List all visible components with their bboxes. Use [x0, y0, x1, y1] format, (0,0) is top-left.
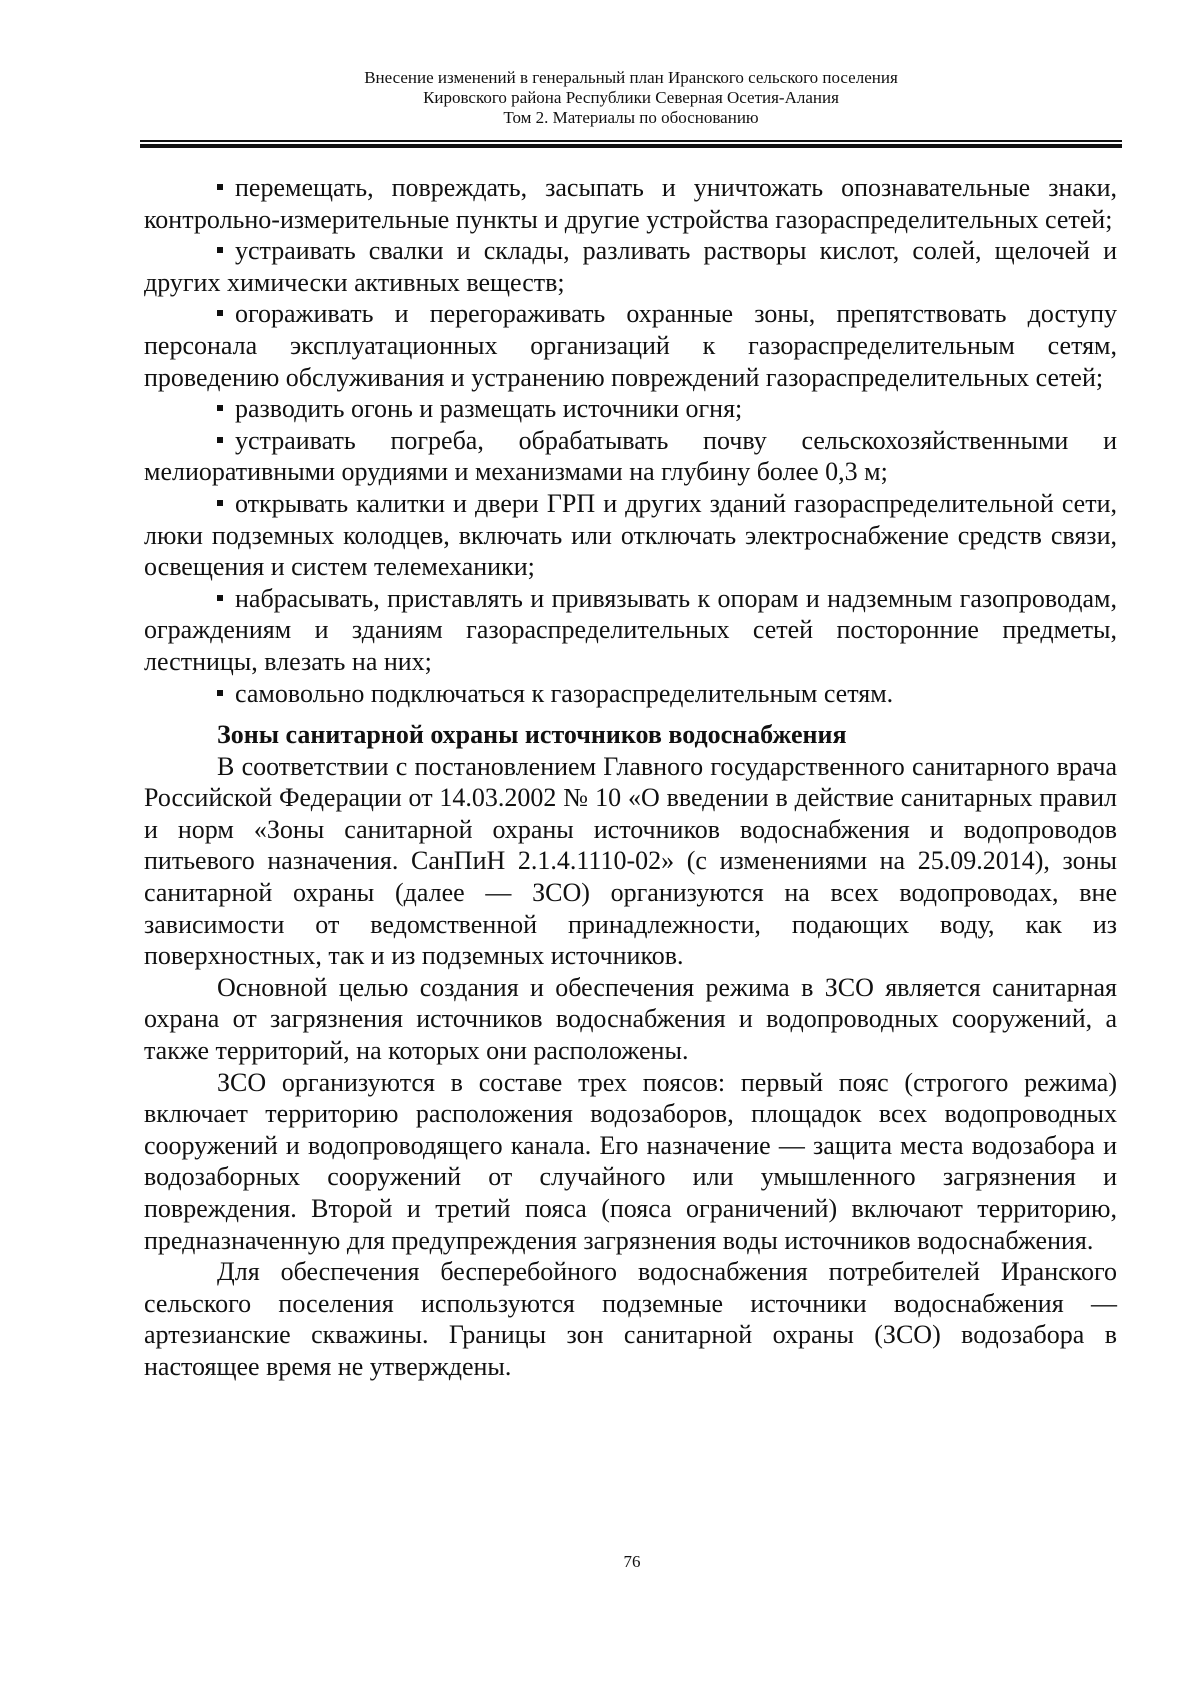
- page-number: 76: [623, 1552, 641, 1571]
- section-heading: Зоны санитарной охраны источников водоснабжения: [217, 720, 847, 750]
- bullet-text: устраивать погреба, обрабатывать почву сельскохозяйственными и мелиоративными орудиями и механизмами на глубину более 0,3 м;: [144, 425, 1117, 487]
- bullet-square-icon: [217, 500, 223, 506]
- bullet-text: открывать калитки и двери ГРП и других зданий газораспределительной сети, люки подземных колодцев, включать или отключать электроснабжение средств связи, освещения и систем телемеханики;: [144, 488, 1117, 582]
- bullet-item: [144, 678, 1117, 710]
- bullet-item: [144, 298, 1117, 393]
- header-title-line-3: Том 2. Материалы по обоснованию: [503, 108, 759, 127]
- bullet-item: [144, 583, 1117, 678]
- bullet-square-icon: [217, 690, 223, 696]
- bullet-item: [144, 425, 1117, 488]
- body-paragraph: ЗСО организуются в составе трех поясов: первый пояс (строгого режима) включает территорию расположения водозаборов, площадок всех водопроводных сооружений и водопроводящего канала. Его назначение — защита места водозабора и водозаборных сооружений от случайного или умышленного загрязнения и повреждения. Второй и третий пояса (пояса ограничений) включают территорию, предназначенную для предупреждения загрязнения воды источников водоснабжения.: [144, 1067, 1117, 1255]
- bullet-text: устраивать свалки и склады, разливать растворы кислот, солей, щелочей и других химически активных веществ;: [144, 236, 1117, 297]
- body-paragraph: В соответствии с постановлением Главного государственного санитарного врача Российской Федерации от 14.03.2002 № 10 «О введении в действие санитарных правил и норм «Зоны санитарной охраны источников водоснабжения и водопроводов питьевого назначения. СанПиН 2.1.4.1110-02» (с изменениями на 25.09.2014), зоны санитарной охраны (далее — ЗСО) организуются на всех водопроводах, вне зависимости от ведомственной принадлежности, подающих воду, как из поверхностных, так и из подземных источников.: [144, 751, 1117, 971]
- body-paragraph: Основной целью создания и обеспечения режима в ЗСО является санитарная охрана от загрязнения источников водоснабжения и водопроводных сооружений, а также территорий, на которых они расположены.: [144, 972, 1117, 1066]
- bullet-text: набрасывать, приставлять и привязывать к опорам и надземным газопроводам, ограждениям и зданиям газораспределительных сетей посторонние предметы, лестницы, влезать на них;: [144, 583, 1117, 676]
- header-rule-thin: [140, 140, 1122, 142]
- bullet-item: [144, 393, 1117, 425]
- header-title-line-1: Внесение изменений в генеральный план Иранского сельского поселения: [364, 68, 898, 87]
- header-rule-thick: [140, 144, 1122, 148]
- document-body: [144, 172, 1117, 1383]
- bullet-text: самовольно подключаться к газораспределительным сетям.: [235, 678, 894, 708]
- bullet-square-icon: [217, 437, 223, 443]
- bullet-square-icon: [217, 310, 223, 316]
- bullet-text: перемещать, повреждать, засыпать и уничтожать опознавательные знаки, контрольно-измерительные пункты и другие устройства газораспределительных сетей;: [144, 173, 1117, 234]
- header-title-line-2: Кировского района Республики Северная Осетия-Алания: [423, 88, 839, 107]
- bullet-square-icon: [217, 184, 223, 190]
- bullet-square-icon: [217, 595, 223, 601]
- document-header: [140, 68, 1122, 128]
- bullet-text: разводить огонь и размещать источники огня;: [235, 394, 743, 424]
- bullet-item: [144, 172, 1117, 235]
- bullet-square-icon: [217, 405, 223, 411]
- body-paragraph: Для обеспечения бесперебойного водоснабжения потребителей Иранского сельского поселения используются подземные источники водоснабжения — артезианские скважины. Границы зон санитарной охраны (ЗСО) водозабора в настоящее время не утверждены.: [144, 1257, 1117, 1381]
- bullet-text: огораживать и перегораживать охранные зоны, препятствовать доступу персонала эксплуатационных организаций к газораспределительным сетям, проведению обслуживания и устранению повреждений газораспределительных сетей;: [144, 299, 1117, 392]
- bullet-item: [144, 235, 1117, 298]
- bullet-square-icon: [217, 247, 223, 253]
- bullet-item: [144, 488, 1117, 583]
